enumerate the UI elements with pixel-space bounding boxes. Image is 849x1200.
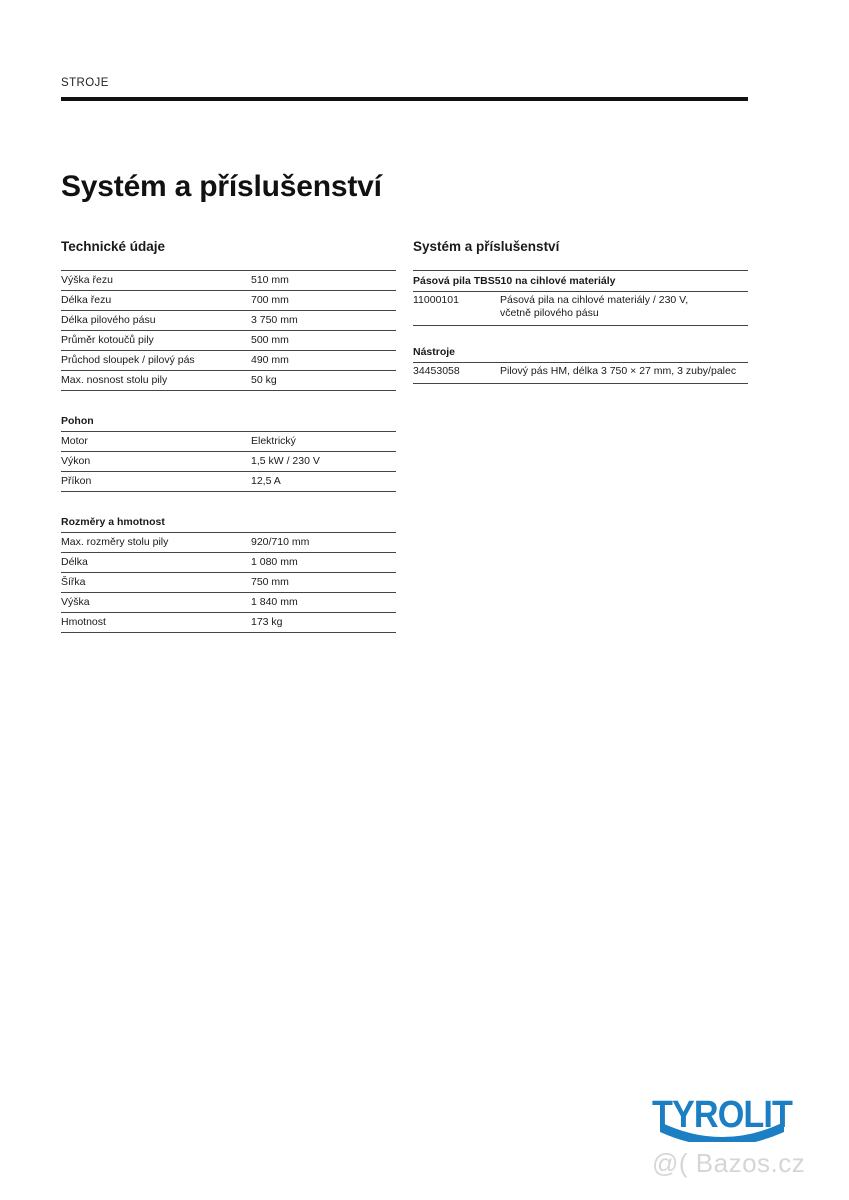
spec-label: Průměr kotoučů pily bbox=[61, 334, 154, 346]
spec-label: Průchod sloupek / pilový pás bbox=[61, 354, 195, 366]
drive-group-title: Pohon bbox=[61, 415, 94, 427]
section-label: STROJE bbox=[61, 77, 109, 89]
top-rule bbox=[61, 97, 748, 101]
dimensions-group-title: Rozměry a hmotnost bbox=[61, 516, 165, 528]
spec-value: 12,5 A bbox=[251, 475, 281, 487]
table-row bbox=[61, 432, 396, 452]
spec-value: 1 840 mm bbox=[251, 596, 298, 608]
spec-value: 1,5 kW / 230 V bbox=[251, 455, 320, 467]
table-row bbox=[61, 311, 396, 331]
spec-value: 700 mm bbox=[251, 294, 289, 306]
spec-value: 1 080 mm bbox=[251, 556, 298, 568]
spec-label: Délka řezu bbox=[61, 294, 112, 306]
table-row bbox=[61, 553, 396, 573]
spec-table-dimensions bbox=[61, 532, 396, 633]
spec-label: Výška řezu bbox=[61, 274, 113, 286]
table-row bbox=[61, 291, 396, 311]
spec-label: Délka bbox=[61, 556, 88, 568]
spec-label: Max. nosnost stolu pily bbox=[61, 374, 168, 386]
list-item bbox=[413, 363, 748, 384]
accessories-heading: Systém a příslušenství bbox=[413, 239, 560, 254]
spec-value: 490 mm bbox=[251, 354, 289, 366]
spec-label: Délka pilového pásu bbox=[61, 314, 156, 326]
table-row bbox=[61, 593, 396, 613]
spec-value: 50 kg bbox=[251, 374, 277, 386]
spec-label: Šířka bbox=[61, 576, 86, 588]
table-row bbox=[61, 351, 396, 371]
table-row bbox=[61, 472, 396, 492]
article-description: Pilový pás HM, délka 3 750 × 27 mm, 3 zuby/palec bbox=[500, 365, 737, 377]
technical-data-column bbox=[61, 238, 396, 633]
spec-value: 750 mm bbox=[251, 576, 289, 588]
table-row bbox=[61, 573, 396, 593]
spec-label: Výška bbox=[61, 596, 90, 608]
table-row bbox=[61, 331, 396, 351]
spec-label: Hmotnost bbox=[61, 616, 106, 628]
spec-table-drive bbox=[61, 431, 396, 492]
tools-group-title: Nástroje bbox=[413, 342, 748, 363]
table-row bbox=[61, 613, 396, 633]
article-description-line: Pásová pila na cihlové materiály / 230 V, bbox=[500, 294, 689, 306]
article-number: 11000101 bbox=[413, 294, 459, 306]
list-item bbox=[413, 292, 748, 326]
spec-value: 500 mm bbox=[251, 334, 289, 346]
table-row bbox=[61, 371, 396, 391]
spec-value: 173 kg bbox=[251, 616, 283, 628]
spec-label: Výkon bbox=[61, 455, 91, 467]
article-description bbox=[500, 294, 748, 320]
spec-label: Motor bbox=[61, 435, 88, 447]
spec-value: 3 750 mm bbox=[251, 314, 298, 326]
logo-text: TYROLIT bbox=[652, 1094, 793, 1136]
accessories-column bbox=[413, 238, 748, 384]
article-description-line: včetně pilového pásu bbox=[500, 307, 599, 319]
saw-group-title: Pásová pila TBS510 na cihlové materiály bbox=[413, 270, 748, 292]
spec-value: Elektrický bbox=[251, 435, 296, 447]
spec-table-general bbox=[61, 270, 396, 391]
table-row bbox=[61, 271, 396, 291]
spec-label: Příkon bbox=[61, 475, 92, 487]
spec-value: 510 mm bbox=[251, 274, 289, 286]
watermark: @( Bazos.cz bbox=[652, 1148, 806, 1178]
table-row bbox=[61, 452, 396, 472]
tyrolit-logo bbox=[650, 1092, 794, 1142]
spec-label: Max. rozměry stolu pily bbox=[61, 536, 169, 548]
page-title: Systém a příslušenství bbox=[61, 170, 382, 203]
technical-data-heading: Technické údaje bbox=[61, 239, 166, 254]
article-number: 34453058 bbox=[413, 365, 460, 377]
spec-value: 920/710 mm bbox=[251, 536, 310, 548]
table-row bbox=[61, 533, 396, 553]
